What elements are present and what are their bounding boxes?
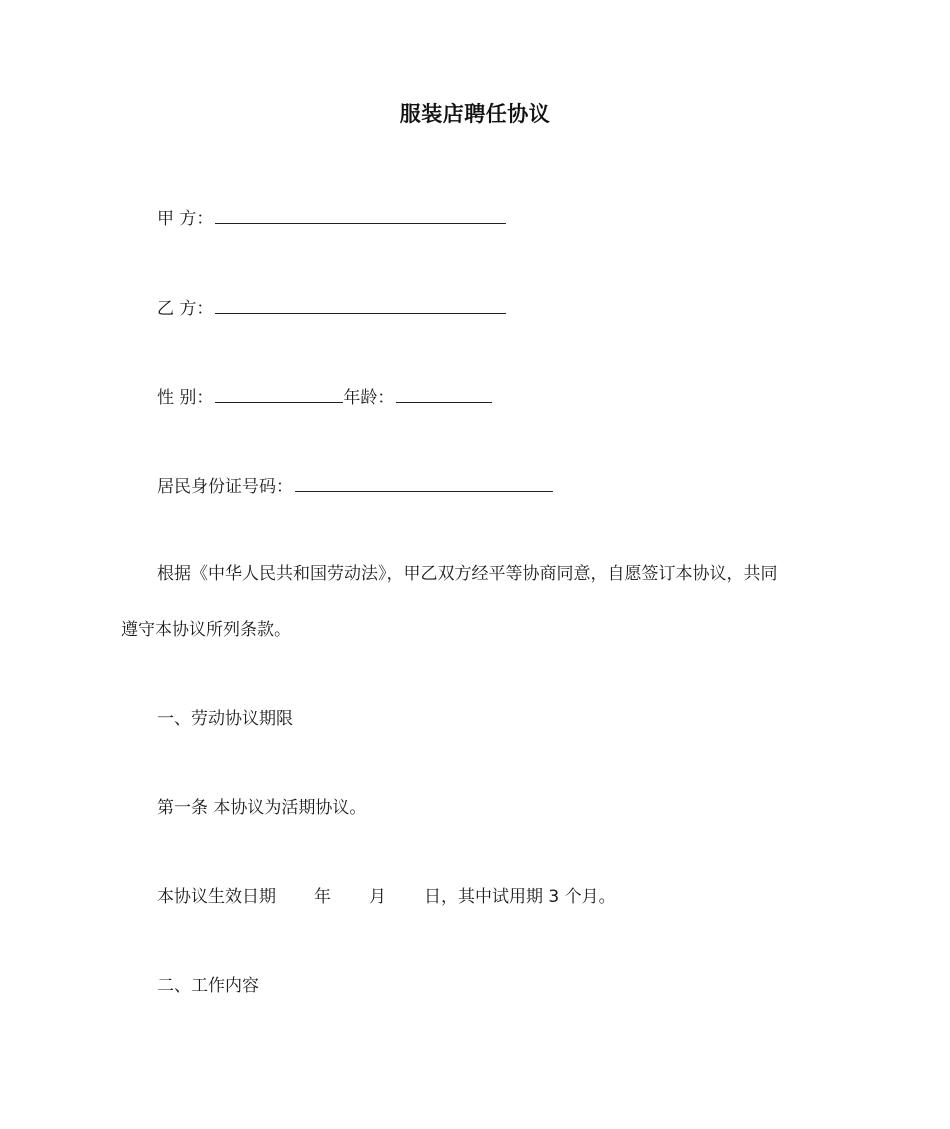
party-a-label: 甲 方：	[157, 209, 214, 229]
gender-label: 性 别：	[157, 388, 214, 408]
gender-age-line	[157, 385, 492, 409]
effective-date-line	[157, 886, 616, 908]
section-2-heading: 二、工作内容	[157, 976, 259, 996]
article-1: 第一条 本协议为活期协议。	[157, 798, 367, 818]
party-a-blank[interactable]	[215, 206, 506, 224]
party-b-line	[157, 296, 506, 320]
age-blank[interactable]	[396, 385, 492, 403]
age-label: 年龄：	[343, 388, 395, 408]
party-b-label: 乙 方：	[157, 299, 214, 319]
effective-prefix: 本协议生效日期	[157, 887, 276, 907]
section-1-heading: 一、劳动协议期限	[157, 709, 293, 729]
id-number-line	[157, 474, 553, 498]
intro-line-2: 遵守本协议所列条款。	[121, 620, 291, 640]
intro-line-1: 根据《中华人民共和国劳动法》，甲乙双方经平等协商同意，自愿签订本协议，共同	[157, 564, 778, 584]
id-label: 居民身份证号码：	[157, 477, 293, 497]
effective-year: 年	[314, 887, 331, 907]
party-b-blank[interactable]	[215, 296, 506, 314]
effective-month: 月	[369, 887, 386, 907]
gender-blank[interactable]	[215, 385, 343, 403]
effective-day-suffix: 日，其中试用期 3 个月。	[424, 887, 616, 907]
party-a-line	[157, 206, 506, 230]
id-blank[interactable]	[295, 474, 553, 492]
document-title: 服装店聘任协议	[399, 102, 551, 126]
